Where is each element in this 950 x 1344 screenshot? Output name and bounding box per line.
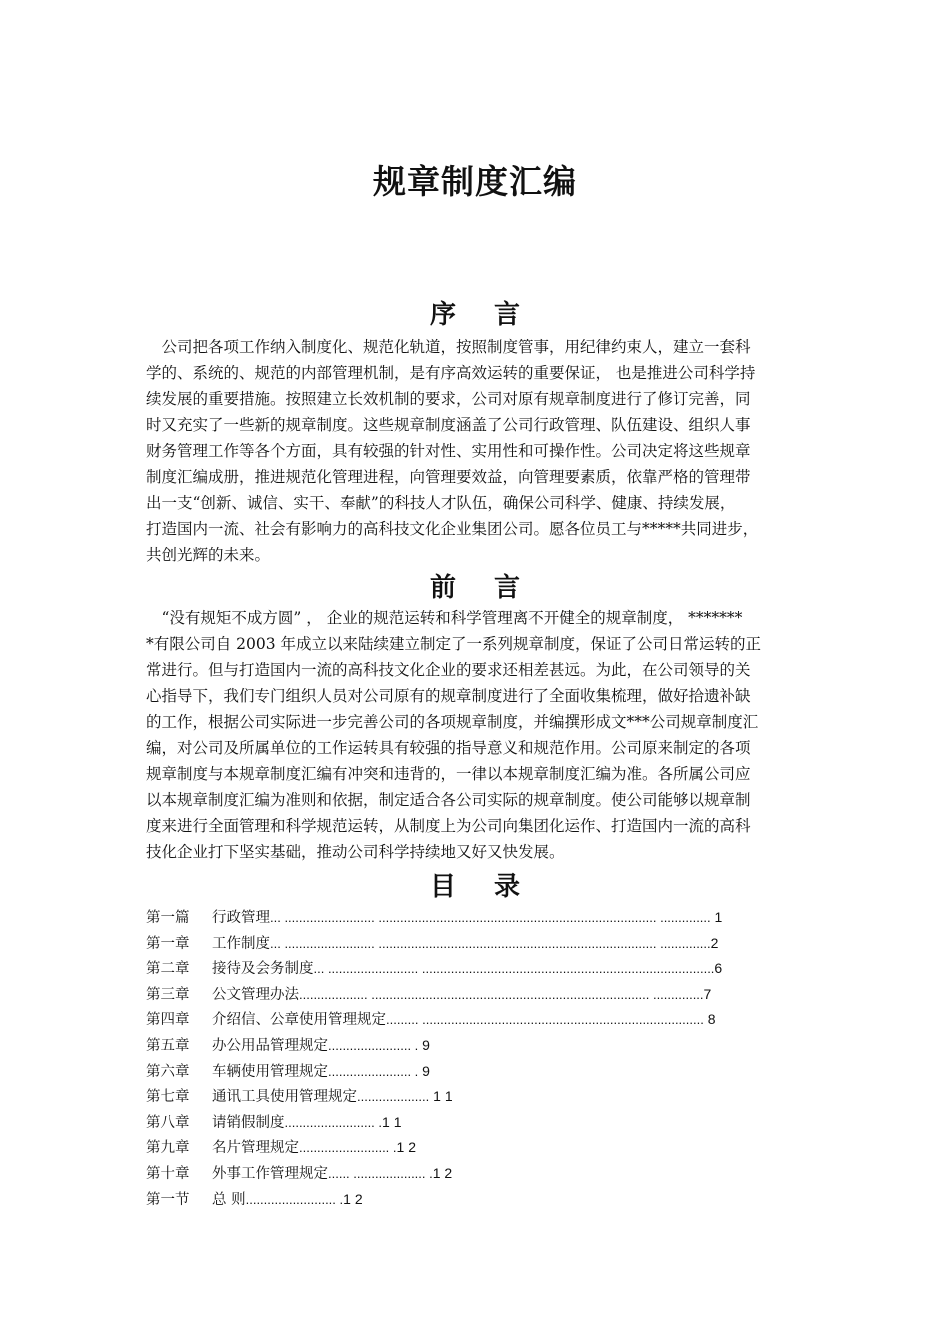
preface-heading <box>0 294 950 331</box>
toc-entry-number: 第五章 <box>146 1037 190 1054</box>
toc-entry-title: 工作制度 <box>212 935 270 952</box>
foreword-line: 编，对公司及所属单位的工作运转具有较强的指导意义和规范作用。公司原来制定的各项 <box>146 739 751 757</box>
toc-entry[interactable] <box>146 1110 806 1136</box>
toc-entry-number: 第六章 <box>146 1063 190 1080</box>
foreword-heading-char-2: 言 <box>494 573 521 603</box>
toc-entry-title: 名片管理规定 <box>212 1140 299 1157</box>
preface-line: 共创光辉的未来。 <box>146 546 271 564</box>
toc-entry-number: 第三章 <box>146 986 190 1003</box>
toc-leader-dots: ......................... . <box>299 1140 397 1156</box>
foreword-line: 规章制度与本规章制度汇编有冲突和违背的，一律以本规章制度汇编为准。各所属公司应 <box>146 765 751 783</box>
toc-entry[interactable] <box>146 905 806 931</box>
preface-line: 时又充实了一些新的规章制度。这些规章制度涵盖了公司行政管理、队伍建设、组织人事 <box>146 416 751 434</box>
foreword-heading-char-1: 前 <box>429 573 456 603</box>
toc-entry-title: 请销假制度 <box>212 1114 285 1131</box>
toc-entry-number: 第七章 <box>146 1089 190 1106</box>
foreword-line: 度来进行全面管理和科学规范运转，从制度上为公司向集团化运作、打造国内一流的高科 <box>146 817 751 835</box>
toc-entry[interactable] <box>146 1033 806 1059</box>
toc-entry[interactable] <box>146 1135 806 1161</box>
toc-entry-page: 2 <box>710 934 719 951</box>
toc-entry[interactable] <box>146 1187 806 1213</box>
toc-entry[interactable] <box>146 1161 806 1187</box>
toc-entry-title: 外事工作管理规定 <box>212 1165 328 1182</box>
toc-leader-dots: ...... .................... . <box>328 1165 433 1181</box>
toc-entry-page: 9 <box>418 1062 430 1079</box>
toc-entry-title: 行政管理 <box>212 910 270 926</box>
toc-entry-page: 1 <box>710 909 723 925</box>
foreword-line: 心指导下，我们专门组织人员对公司原有的规章制度进行了全面收集梳理，做好拾遗补缺 <box>146 687 751 705</box>
toc-list <box>146 905 806 1212</box>
toc-leader-dots: ... ......................... ................................................................................. <box>313 961 715 977</box>
preface-line: 财务管理工作等各个方面，具有较强的针对性、实用性和可操作性。公司决定将这些规章 <box>146 442 751 460</box>
foreword-paragraph <box>146 605 806 865</box>
toc-entry[interactable] <box>146 931 806 957</box>
toc-leader-dots: ... ......................... ............................................................................. .............. <box>270 910 711 925</box>
toc-entry-number: 第一篇 <box>146 910 190 926</box>
foreword-line: 常进行。但与打造国内一流的高科技文化企业的要求还相差甚远。为此，在公司领导的关 <box>146 661 751 679</box>
toc-entry-number: 第十章 <box>146 1165 190 1182</box>
toc-entry-page: 6 <box>714 960 723 977</box>
toc-entry-title: 车辆使用管理规定 <box>212 1063 328 1080</box>
toc-leader-dots: ....................... . <box>328 1037 419 1053</box>
toc-leader-dots: ................... ............................................................................. .............. <box>299 986 704 1002</box>
toc-entry-title: 公文管理办法 <box>212 986 299 1003</box>
toc-heading-char-1: 目 <box>429 872 456 902</box>
toc-entry-title: 接待及会务制度 <box>212 961 314 978</box>
foreword-line: 技化企业打下坚实基础，推动公司科学持续地又好又快发展。 <box>146 843 565 861</box>
preface-line: 公司把各项工作纳入制度化、规范化轨道，按照制度管事，用纪律约束人，建立一套科 <box>146 338 751 356</box>
toc-entry-page: 7 <box>703 985 712 1002</box>
toc-entry-title: 通讯工具使用管理规定 <box>212 1089 357 1106</box>
toc-entry-number: 第四章 <box>146 1012 190 1029</box>
preface-paragraph <box>146 334 806 568</box>
toc-entry-page: 1 2 <box>432 1164 453 1181</box>
toc-leader-dots: ....................... . <box>328 1063 419 1079</box>
toc-entry[interactable] <box>146 1084 806 1110</box>
preface-line: 出一支“创新、诚信、实干、奉献”的科技人才队伍，确保公司科学、健康、持续发展， <box>146 494 736 512</box>
foreword-line: 的工作，根据公司实际进一步完善公司的各项规章制度，并编撰形成文***公司规章制度汇 <box>146 713 759 731</box>
toc-entry-page: 8 <box>703 1011 716 1028</box>
toc-entry-page: 1 1 <box>382 1113 402 1130</box>
toc-entry-number: 第八章 <box>146 1114 190 1131</box>
toc-leader-dots: ... ......................... ............................................................................. .............. <box>270 935 711 951</box>
toc-entry-page: 9 <box>418 1036 430 1053</box>
toc-leader-dots: ......... .............................................................................. <box>386 1012 704 1028</box>
toc-entry-number: 第一节 <box>146 1191 190 1208</box>
preface-heading-char-1: 序 <box>429 300 456 330</box>
toc-leader-dots: ......................... . <box>284 1114 383 1130</box>
preface-line: 续发展的重要措施。按照建立长效机制的要求，公司对原有规章制度进行了修订完善，同 <box>146 390 751 408</box>
foreword-line: “没有规矩不成方圆” ， 企业的规范运转和科学管理离不开健全的规章制度， ******* <box>146 609 743 627</box>
toc-entry-title: 总 则 <box>212 1191 246 1208</box>
preface-line: 打造国内一流、社会有影响力的高科技文化企业集团公司。愿各位员工与*****共同进步， <box>146 520 759 538</box>
toc-entry[interactable] <box>146 982 806 1008</box>
toc-entry-page: 1 2 <box>343 1190 363 1207</box>
toc-entry-number: 第二章 <box>146 961 190 978</box>
preface-heading-char-2: 言 <box>494 300 521 330</box>
toc-leader-dots: .................... <box>357 1089 430 1105</box>
toc-entry-title: 办公用品管理规定 <box>212 1037 328 1054</box>
toc-entry-number: 第一章 <box>146 935 190 952</box>
document-title: 规章制度汇编 <box>373 162 577 201</box>
toc-heading <box>0 866 950 903</box>
toc-entry[interactable] <box>146 1059 806 1085</box>
toc-leader-dots: ......................... . <box>245 1191 344 1207</box>
toc-entry[interactable] <box>146 1007 806 1033</box>
toc-entry-number: 第九章 <box>146 1140 190 1157</box>
toc-entry[interactable] <box>146 956 806 982</box>
toc-entry-title: 介绍信、公章使用管理规定 <box>212 1012 386 1029</box>
toc-entry-page: 1 1 <box>429 1088 453 1105</box>
foreword-line: *有限公司自 2003 年成立以来陆续建立制定了一系列规章制度，保证了公司日常运转的正 <box>146 635 762 653</box>
preface-line: 制度汇编成册，推进规范化管理进程，向管理要效益，向管理要素质，依靠严格的管理带 <box>146 468 751 486</box>
toc-entry-page: 1 2 <box>396 1139 416 1156</box>
toc-heading-char-2: 录 <box>494 872 521 902</box>
foreword-line: 以本规章制度汇编为准则和依据，制定适合各公司实际的规章制度。使公司能够以规章制 <box>146 791 751 809</box>
preface-line: 学的、系统的、规范的内部管理机制，是有序高效运转的重要保证， 也是推进公司科学持 <box>146 364 756 382</box>
foreword-heading <box>0 567 950 604</box>
